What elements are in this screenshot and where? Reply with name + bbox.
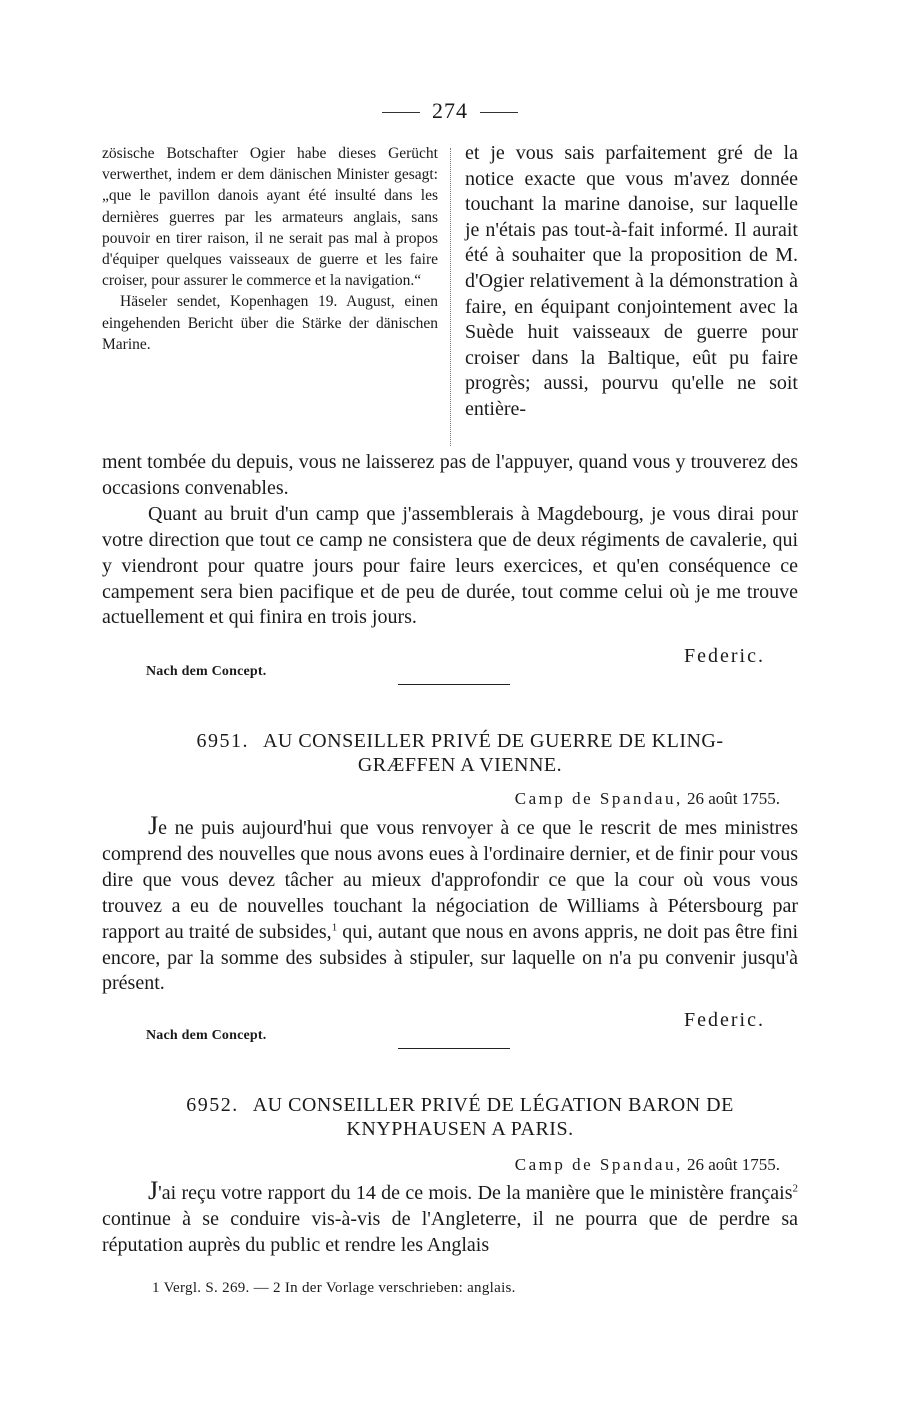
letter-6951-text-start: e ne puis aujourd'hui que vous renvoyer à ce que le rescrit de mes ministres comprend des nouvelles que nous avons eues à l'ordinaire dernier, et de finir pour vous dire que vous devez tâcher au mieux d'approfondir ce que la cour où vous vous trouvez a eu de nouvelles touchant la négociation de Williams à Pétersbourg par rapport au traité de subsides,: [102, 817, 798, 943]
letter-6952-date: 26 août 1755.: [686, 1155, 780, 1174]
letter-6950-body: [102, 450, 798, 631]
letter-6952-body: [102, 1178, 798, 1259]
editorial-note-para-2: Häseler sendet, Kopenhagen 19. August, einen eingehenden Bericht über die Stärke der dänischen Marine.: [102, 293, 438, 353]
letter-6951-title-1: AU CONSEILLER PRIVÉ DE GUERRE DE KLING-: [262, 730, 724, 752]
column-divider: [450, 148, 451, 446]
editorial-note-column: [102, 143, 438, 355]
letter-6951-paragraph: [102, 813, 798, 997]
letter-6952-title-line-1: [120, 1093, 800, 1117]
section-divider-2: [398, 1048, 510, 1049]
page-number: [0, 98, 900, 124]
letter-6950-source: Nach dem Concept.: [146, 664, 267, 679]
letter-6951-title-line-2: GRÆFFEN A VIENNE.: [357, 754, 563, 776]
page-number-dash-left: [382, 112, 420, 113]
letter-6952-dropcap: J: [148, 1176, 159, 1205]
letter-6950-signature: Federic.: [684, 645, 765, 667]
letter-6951-heading: [120, 729, 800, 777]
section-divider-1: [398, 684, 510, 685]
letter-6951-text-end: qui, autant que nous en avons appris, ne doit pas être fini encore, par la somme des subsides à stipuler, sur laquelle on n'a pu convenir jusqu'à présent.: [102, 920, 798, 995]
footnotes: 1 Vergl. S. 269. — 2 In der Vorlage verschrieben: anglais.: [152, 1280, 516, 1296]
letter-6952-text-end: continue à se conduire vis-à-vis de l'Angleterre, il ne pourra que de perdre sa réputation auprès du public et rendre les Anglais: [102, 1207, 798, 1256]
letter-6951-source: Nach dem Concept.: [146, 1028, 267, 1043]
letter-6950-continuation: ment tombée du depuis, vous ne laisserez pas de l'appuyer, quand vous y trouverez des occasions convenables.: [102, 451, 798, 499]
editorial-note-para-1: zösische Botschafter Ogier habe dieses Gerücht verwerthet, indem er dem dänischen Minister gesagt: „que le pavillon danois ayant été insulté dans les dernières guerres par les armateurs anglais, sans pouvoir en tirer raison, il ne serait pas mal à propos d'équiper quelques vaisseaux de guerre et les faire croiser, pour assurer le commerce et la navigation.“: [102, 145, 438, 290]
letter-6951-date: 26 août 1755.: [686, 789, 780, 808]
letter-6951-dropcap: J: [148, 811, 159, 840]
letter-text-column: et je vous sais parfaitement gré de la notice exacte que vous m'avez donnée touchant la marine danoise, sur laquelle je n'étais pas tout-à-fait informé. Il aurait été à souhaiter que la proposition de M. d'Ogier relativement à la démonstration à faire, en équipant conjointement avec la Suède huit vaisseaux de guerre pour croiser dans la Baltique, eût pu faire progrès; aussi, pourvu qu'elle ne soit entière-: [465, 142, 798, 420]
letter-6951-date-place: Camp de Spandau,: [514, 789, 683, 808]
page-number-dash-right: [480, 112, 518, 113]
letter-6952-text-start: 'ai reçu votre rapport du 14 de ce mois. De la manière que le ministère français: [158, 1182, 793, 1204]
letter-6951-number: 6951.: [196, 730, 249, 752]
letter-6952-title-1: AU CONSEILLER PRIVÉ DE LÉGATION BARON DE: [252, 1094, 734, 1116]
letter-6951-body: [102, 813, 798, 997]
letter-6952-number: 6952.: [186, 1094, 239, 1116]
letter-6952-date-place: Camp de Spandau,: [514, 1155, 683, 1174]
letter-6951-signature: Federic.: [684, 1009, 765, 1031]
footnote-ref-2: 2: [792, 1182, 798, 1195]
letter-6951-dateline: [515, 789, 780, 809]
footnote-ref-1: 1: [331, 920, 338, 933]
letter-6952-heading: [120, 1093, 800, 1141]
page-number-text: 274: [432, 98, 468, 123]
letter-6952-title-line-2: KNYPHAUSEN A PARIS.: [346, 1118, 574, 1140]
letter-6951-title-line-1: [120, 729, 800, 753]
letter-6952-paragraph: [102, 1178, 798, 1259]
letter-6952-dateline: [515, 1155, 780, 1175]
letter-6950-para-2: Quant au bruit d'un camp que j'assemblerais à Magdebourg, je vous dirai pour votre direction que tout ce camp ne consistera que de deux régiments de cavalerie, qui y viendront pour quatre jours pour faire leurs exercices, et qu'en conséquence ce campement sera bien pacifique et de peu de durée, tout comme celui où je me trouve actuellement et qui finira en trois jours.: [102, 502, 798, 629]
